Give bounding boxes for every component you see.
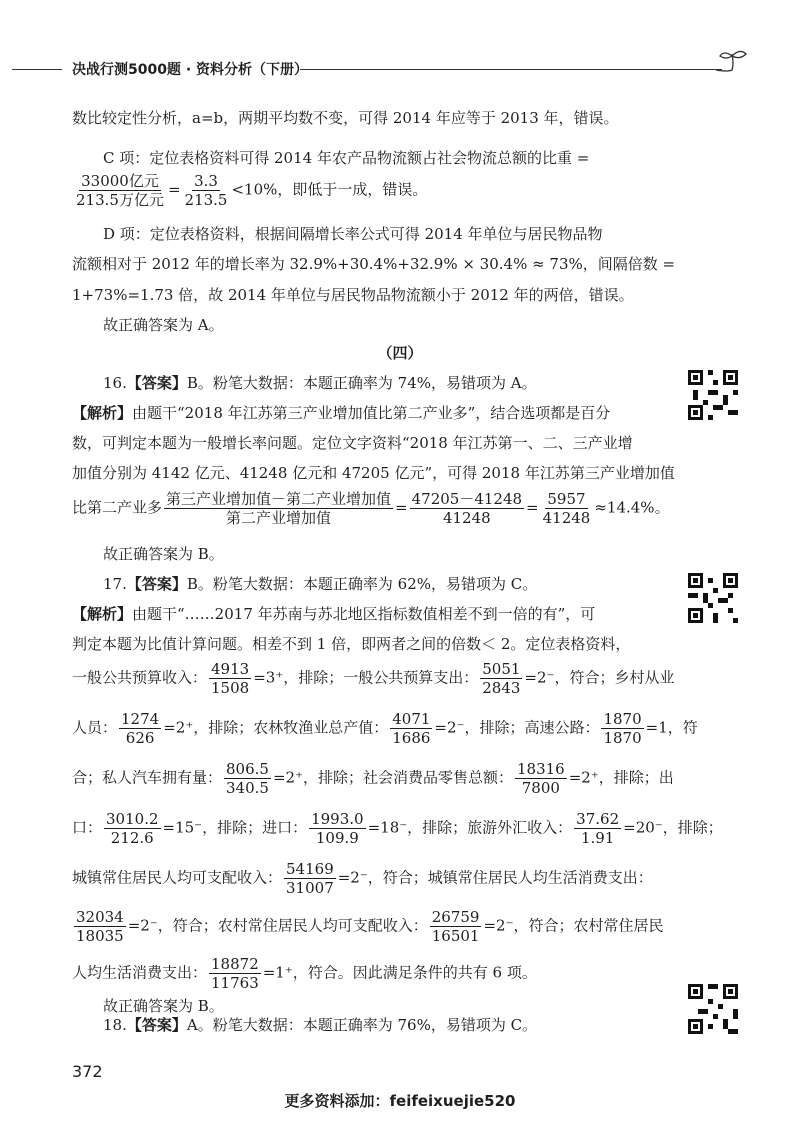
footer-note: 更多资料添加：feifeixuejie520 [284, 1092, 516, 1110]
option-d-line-2: 流额相对于 2012 年的增长率为 32.9%+30.4%+32.9% × 30.4% ≈ 73%，间隔倍数 = [72, 255, 676, 273]
fraction: $\frac{4913}{1508}$ [211, 660, 250, 697]
qr-code-icon [688, 370, 738, 420]
section-title: （四） [377, 344, 423, 362]
book-title: 决战行测5000题 · 资料分析（下册） [72, 62, 309, 78]
option-c-line-1: C 项：定位表格资料可得 2014 年农产品物流额占社会物流总额的比重 = [103, 149, 590, 167]
fraction: $\frac{\text{第三产业增加值－第二产业增加值}}{\text{第二产业增加值}}$ [166, 490, 392, 527]
fraction: $\frac{3.3}{213.5}$ [184, 172, 228, 209]
fraction: $\frac{32034}{18035}$ [76, 908, 124, 945]
qr-code-q17[interactable] [688, 573, 738, 623]
fraction: $\frac{3010.2}{212.6}$ [106, 810, 159, 847]
q16-analysis-line-2: 数，可判定本题为一般增长率问题。定位文字资料“2018 年江苏第一、二、三产业增 [72, 434, 633, 452]
q16-analysis-line-1: 【解析】由题干“2018 年江苏第三产业增加值比第二产业多”，结合选项都是百分 [72, 404, 611, 422]
intro-line-1: 数比较定性分析，a=b，两期平均数不变，可得 2014 年应等于 2013 年，错误。 [72, 109, 619, 127]
q17-analysis-line-1: 【解析】由题干“……2017 年苏南与苏北地区指标数值相差不到一倍的有”，可 [72, 605, 596, 623]
fraction: $\frac{47205-41248}{41248}$ [411, 490, 523, 527]
fraction: $\frac{1993.0}{109.9}$ [311, 810, 364, 847]
q16-analysis-line-4: 比第二产业多 $\frac{\text{第三产业增加值－第二产业增加值}}{\text{第二产业增加值}}$ = $\frac{47205-41248}{41248}$ = $\frac{5957}{41248}$ ≈14.4%。 [72, 490, 670, 527]
q17-conclusion: 故正确答案为 B。 [103, 997, 224, 1015]
fraction: $\frac{54169}{31007}$ [286, 860, 334, 897]
fraction: $\frac{5957}{41248}$ [542, 490, 591, 527]
q17-ratio-line-2: 人员： $\frac{1274}{626}$ =2⁺，排除；农林牧渔业总产值： $\frac{4071}{1686}$ =2⁻，排除；高速公路： $\frac{1870}{1870}$ =1，符 [72, 710, 698, 747]
fraction: $\frac{806.5}{340.5}$ [226, 760, 269, 797]
fraction: $\frac{1870}{1870}$ [603, 710, 642, 747]
q16-analysis-line-3: 加值分别为 4142 亿元、41248 亿元和 47205 亿元”，可得 2018 年江苏第三产业增加值 [72, 464, 675, 482]
header-rule-left [12, 69, 62, 70]
fraction: $\frac{\text{33000亿元}}{\text{213.5万亿元}}$ [76, 172, 164, 209]
fraction: $\frac{26759}{16501}$ [431, 908, 480, 945]
fraction: $\frac{37.62}{1.91}$ [576, 810, 620, 847]
sprout-icon [712, 48, 752, 78]
fraction: $\frac{1274}{626}$ [121, 710, 160, 747]
q17-ratio-line-6: $\frac{32034}{18035}$ =2⁻，符合；农村常住居民人均可支配收入： $\frac{26759}{16501}$ =2⁻，符合；农村常住居民 [76, 908, 664, 945]
q17-ratio-line-3: 合；私人汽车拥有量： $\frac{806.5}{340.5}$ =2⁺，排除；社会消费品零售总额： $\frac{18316}{7800}$ =2⁺，排除；出 [72, 760, 674, 797]
header-rule-right [300, 69, 722, 70]
q18-answer: 18.【答案】A。粉笔大数据：本题正确率为 76%，易错项为 C。 [103, 1016, 538, 1034]
q17-answer: 17.【答案】B。粉笔大数据：本题正确率为 62%，易错项为 C。 [103, 575, 538, 593]
q17-ratio-line-4: 口： $\frac{3010.2}{212.6}$ =15⁻，排除；进口： $\frac{1993.0}{109.9}$ =18⁻，排除；旅游外汇收入： $\frac{37.62}{1.91}$ =20⁻，排除； [72, 810, 723, 847]
intro-answer: 故正确答案为 A。 [103, 316, 224, 334]
qr-code-icon [688, 573, 738, 623]
qr-code-q16[interactable] [688, 370, 738, 420]
option-d-line-3: 1+73%=1.73 倍，故 2014 年单位与居民物品物流额小于 2012 年的两倍，错误。 [72, 286, 634, 304]
page-number: 372 [72, 1062, 103, 1081]
q17-ratio-line-5: 城镇常住居民人均可支配收入： $\frac{54169}{31007}$ =2⁻，符合；城镇常住居民人均生活消费支出： [72, 860, 653, 897]
q16-conclusion: 故正确答案为 B。 [103, 545, 224, 563]
fraction: $\frac{4071}{1686}$ [392, 710, 431, 747]
q17-ratio-line-1: 一般公共预算收入： $\frac{4913}{1508}$ =3⁺，排除；一般公共预算支出： $\frac{5051}{2843}$ =2⁻，符合；乡村从业 [72, 660, 675, 697]
running-header [0, 56, 800, 92]
q17-analysis-line-2: 判定本题为比值计算问题。相差不到 1 倍，即两者之间的倍数＜ 2。定位表格资料， [72, 635, 631, 653]
fraction: $\frac{18316}{7800}$ [517, 760, 565, 797]
q16-answer: 16.【答案】B。粉笔大数据：本题正确率为 74%，易错项为 A。 [103, 374, 537, 392]
q17-ratio-line-7: 人均生活消费支出： $\frac{18872}{11763}$ =1⁺，符合。因此满足条件的共有 6 项。 [72, 955, 537, 992]
fraction: $\frac{18872}{11763}$ [211, 955, 259, 992]
option-c-line-2: $\frac{\text{33000亿元}}{\text{213.5万亿元}}$ = $\frac{3.3}{213.5}$ <10%，即低于一成，错误。 [76, 172, 428, 209]
qr-code-q18[interactable] [688, 984, 738, 1034]
option-d-line-1: D 项：定位表格资料，根据间隔增长率公式可得 2014 年单位与居民物品物 [103, 225, 603, 243]
fraction: $\frac{5051}{2843}$ [482, 660, 521, 697]
qr-code-icon [688, 984, 738, 1034]
